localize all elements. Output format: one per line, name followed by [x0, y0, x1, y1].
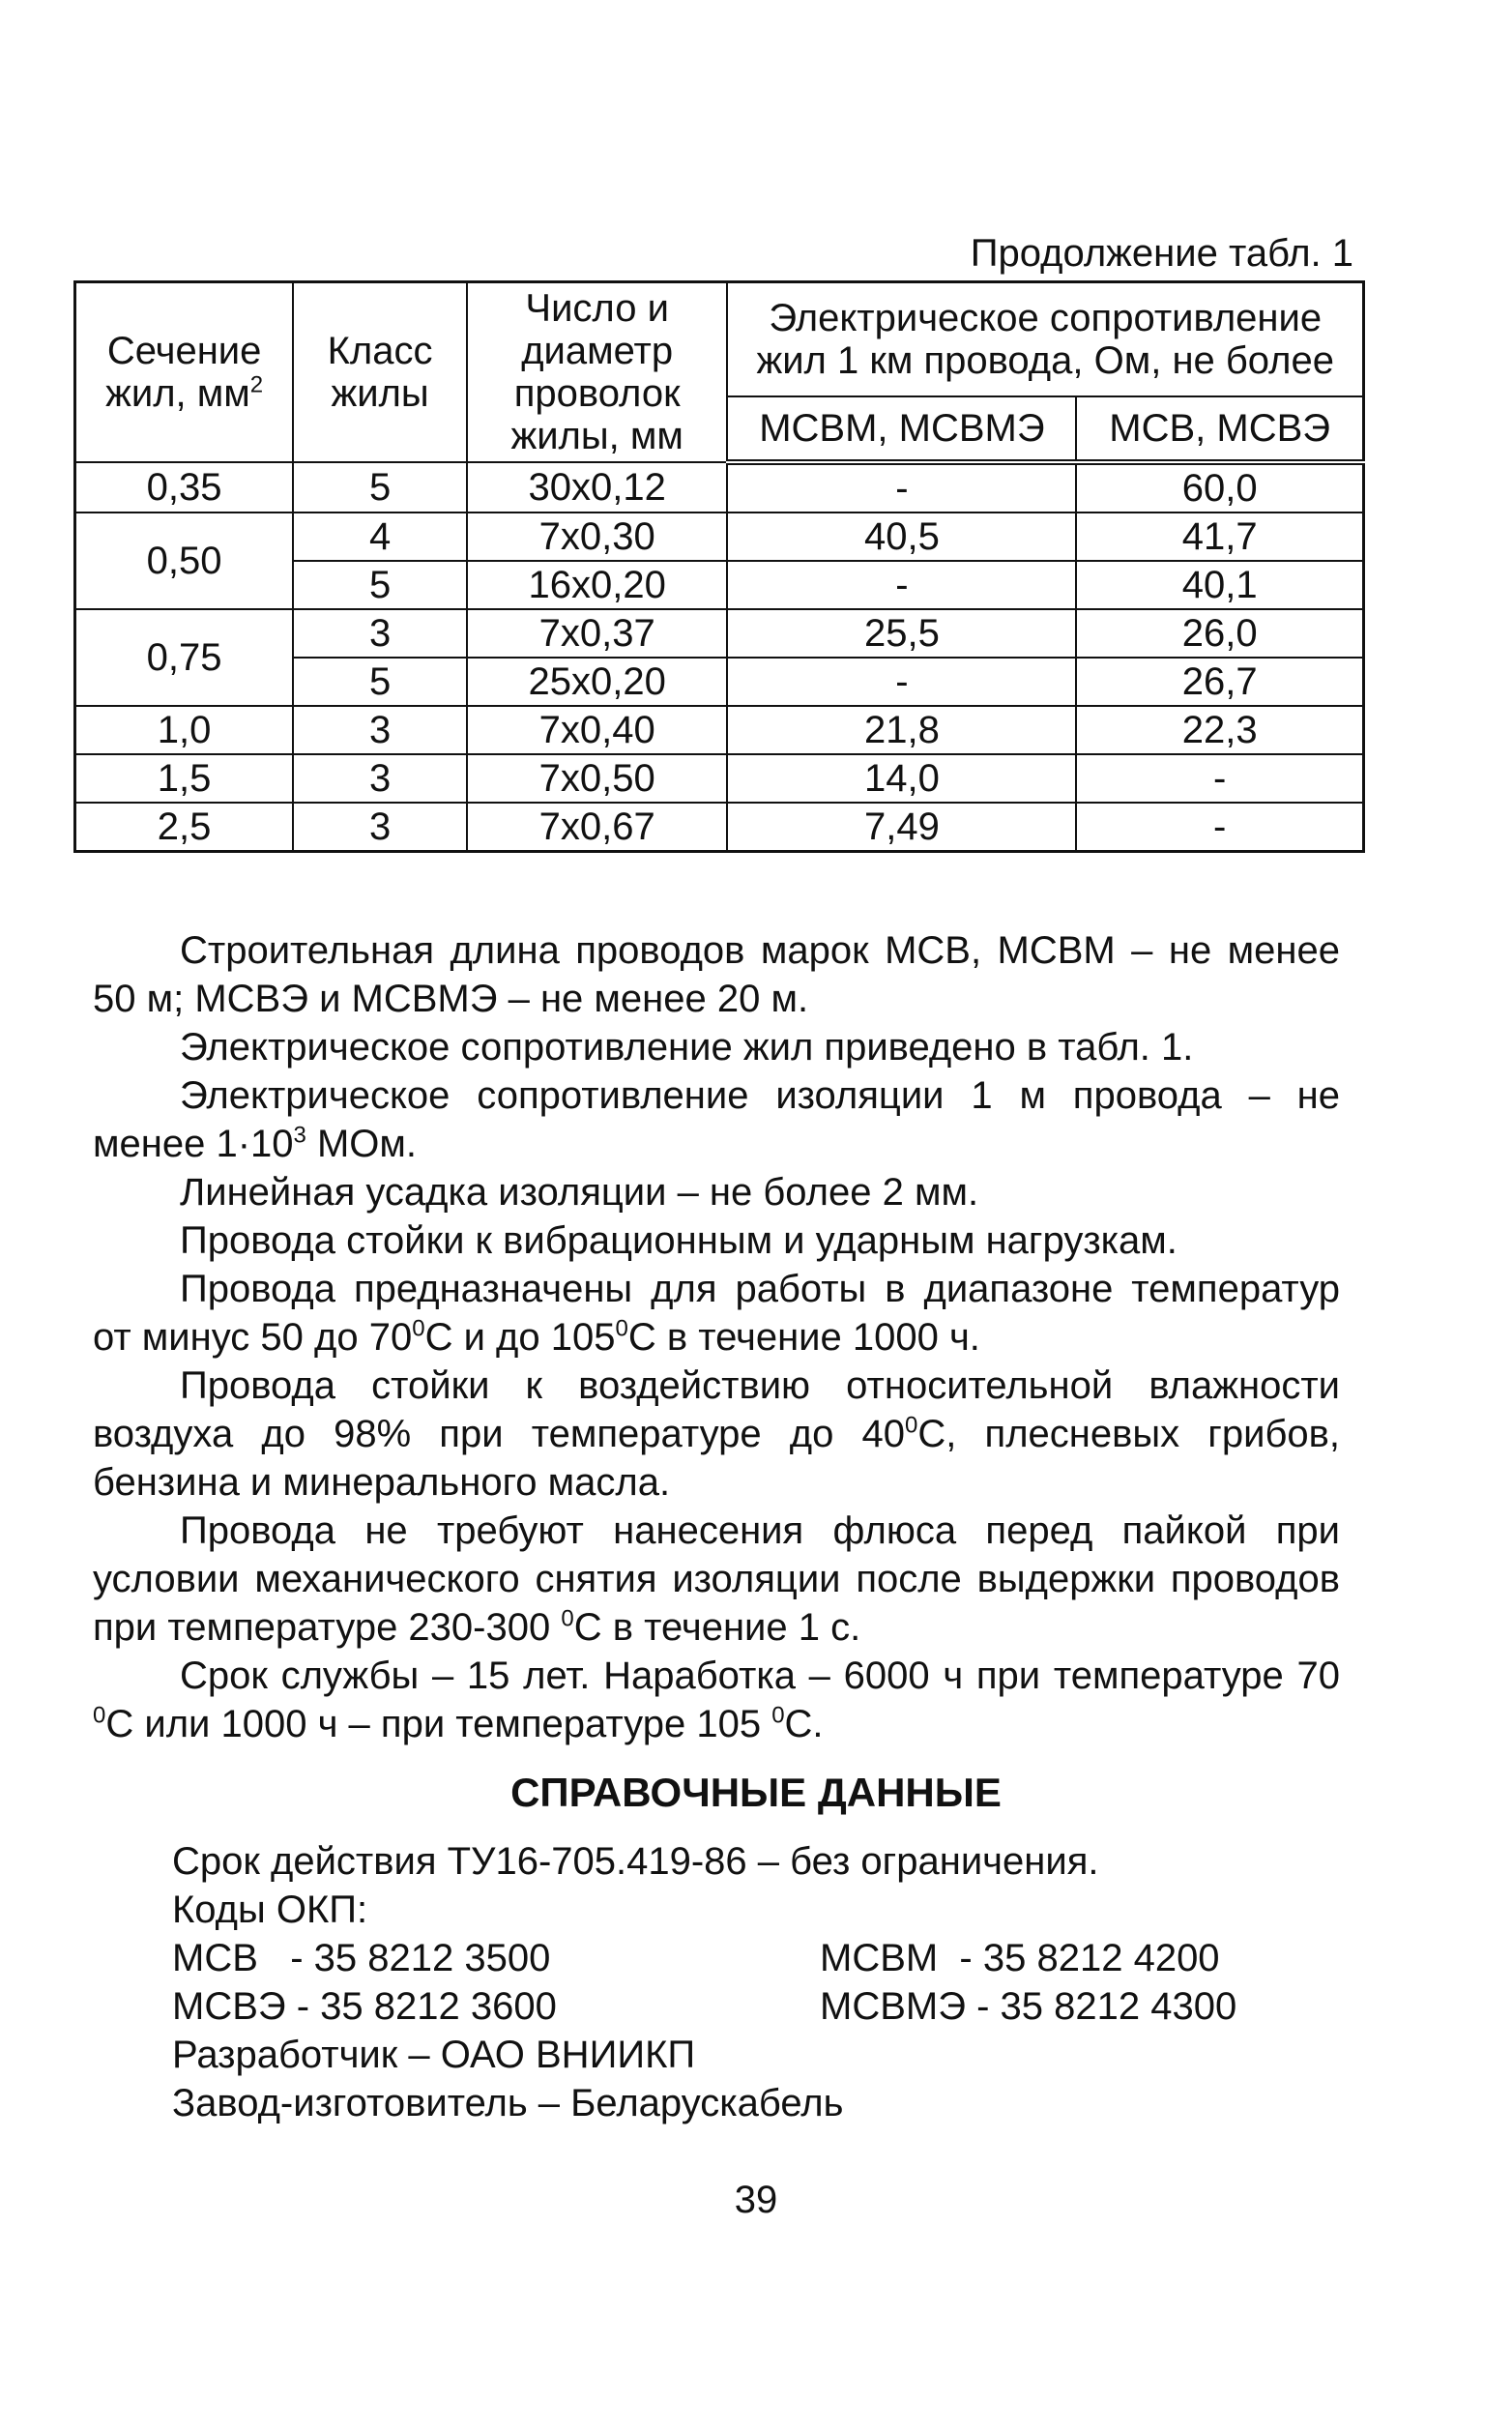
paragraph-length: Строительная длина проводов марок МСВ, МСВМ – не менее 50 м; МСВЭ и МСВМЭ – не менее 20 м. [93, 929, 1340, 1020]
table-row [75, 754, 1364, 803]
cell-r2: - [1076, 754, 1363, 803]
cell-section: 1,5 [75, 754, 294, 803]
table-row [75, 706, 1364, 754]
paragraph-shrinkage: Линейная усадка изоляции – не более 2 мм. [180, 1171, 979, 1214]
cell-section: 0,75 [75, 609, 294, 706]
cell-class: 3 [293, 803, 467, 852]
cell-r2: 60,0 [1076, 462, 1363, 513]
okp-code: МСВМ - 35 8212 4200 [820, 1937, 1220, 1979]
cell-r2: 26,7 [1076, 658, 1363, 706]
cell-class: 3 [293, 609, 467, 658]
cell-r2: - [1076, 803, 1363, 852]
cell-class: 5 [293, 561, 467, 609]
cell-wires: 7х0,50 [467, 754, 728, 803]
cell-wires: 7х0,37 [467, 609, 728, 658]
cell-wires: 16х0,20 [467, 561, 728, 609]
paragraph-resistance-ref: Электрическое сопротивление жил приведено в табл. 1. [180, 1026, 1194, 1069]
manufacturer-line: Завод-изготовитель – Беларускабель [172, 2082, 844, 2124]
cell-r1: 7,49 [727, 803, 1076, 852]
cell-r1: 25,5 [727, 609, 1076, 658]
table-row [75, 609, 1364, 658]
header-class: Класс жилы [293, 282, 467, 463]
developer-line: Разработчик – ОАО ВНИИКП [172, 2034, 696, 2076]
header-resistance: Электрическое сопротивление жил 1 км провода, Ом, не более [727, 282, 1363, 397]
paragraph-vibration: Провода стойки к вибрационным и ударным нагрузкам. [180, 1219, 1178, 1262]
header-msvm: МСВМ, МСВМЭ [727, 396, 1076, 462]
header-section: Сечение жил, $мм^2$ [75, 282, 294, 463]
cell-section: 1,0 [75, 706, 294, 754]
header-wires: Число и диаметр проволок жилы, мм [467, 282, 728, 463]
header-msv: МСВ, МСВЭ [1076, 396, 1363, 462]
cell-section: 0,35 [75, 462, 294, 513]
table-row [75, 803, 1364, 852]
cell-r1: 40,5 [727, 513, 1076, 561]
okp-code: МСВМЭ - 35 8212 4300 [820, 1985, 1237, 2028]
cell-r2: 40,1 [1076, 561, 1363, 609]
okp-label: Коды ОКП: [172, 1889, 368, 1931]
cell-class: 3 [293, 706, 467, 754]
cell-class: 5 [293, 658, 467, 706]
okp-code: МСВ - 35 8212 3500 [172, 1937, 551, 1979]
cell-class: 4 [293, 513, 467, 561]
paragraph-humidity: Провода стойки к воздействию относительной влажности воздуха до 98% при температуре до $40^0С$, плесневых грибов, бензина и минерального масла. [93, 1364, 1340, 1504]
table-caption: Продолжение табл. 1 [970, 232, 1353, 275]
cell-wires: 25х0,20 [467, 658, 728, 706]
cell-r2: 22,3 [1076, 706, 1363, 754]
cell-section: 2,5 [75, 803, 294, 852]
cell-r1: - [727, 462, 1076, 513]
reference-data [172, 1837, 1332, 2127]
cell-r2: 41,7 [1076, 513, 1363, 561]
validity-line: Срок действия ТУ16-705.419-86 – без ограничения. [172, 1840, 1099, 1883]
cell-r1: - [727, 561, 1076, 609]
okp-code: МСВЭ - 35 8212 3600 [172, 1985, 557, 2028]
paragraph-soldering: Провода не требуют нанесения флюса перед пайкой при условии механического снятия изоляции после выдержки проводов при температуре 230-300 $^0$С в течение 1 с. [93, 1509, 1340, 1649]
cell-wires: 7х0,30 [467, 513, 728, 561]
table-row [75, 462, 1364, 513]
cell-wires: 7х0,40 [467, 706, 728, 754]
paragraph-insulation-resistance: Электрическое сопротивление изоляции 1 м провода – не менее $1\cdot 10^3$ МОм. [93, 1074, 1340, 1165]
resistance-table [73, 280, 1365, 853]
cell-r1: 14,0 [727, 754, 1076, 803]
cell-section: 0,50 [75, 513, 294, 609]
section-heading: СПРАВОЧНЫЕ ДАННЫЕ [510, 1770, 1002, 1815]
page-number: 39 [734, 2179, 778, 2221]
cell-r1: 21,8 [727, 706, 1076, 754]
cell-class: 3 [293, 754, 467, 803]
okp-codes [172, 1934, 1332, 2031]
body-text [93, 926, 1340, 1748]
cell-class: 5 [293, 462, 467, 513]
table-row [75, 513, 1364, 561]
paragraph-temperature: Провода предназначены для работы в диапазоне температур от минус 50 до $70^0С$ и до $105^0С$ в течение 1000 ч. [93, 1268, 1340, 1359]
cell-r1: - [727, 658, 1076, 706]
cell-r2: 26,0 [1076, 609, 1363, 658]
cell-wires: 30х0,12 [467, 462, 728, 513]
paragraph-service-life: Срок службы – 15 лет. Наработка – 6000 ч при температуре 70 $^0$С или 1000 ч – при температуре 105 $^0$С. [93, 1655, 1340, 1745]
cell-wires: 7х0,67 [467, 803, 728, 852]
